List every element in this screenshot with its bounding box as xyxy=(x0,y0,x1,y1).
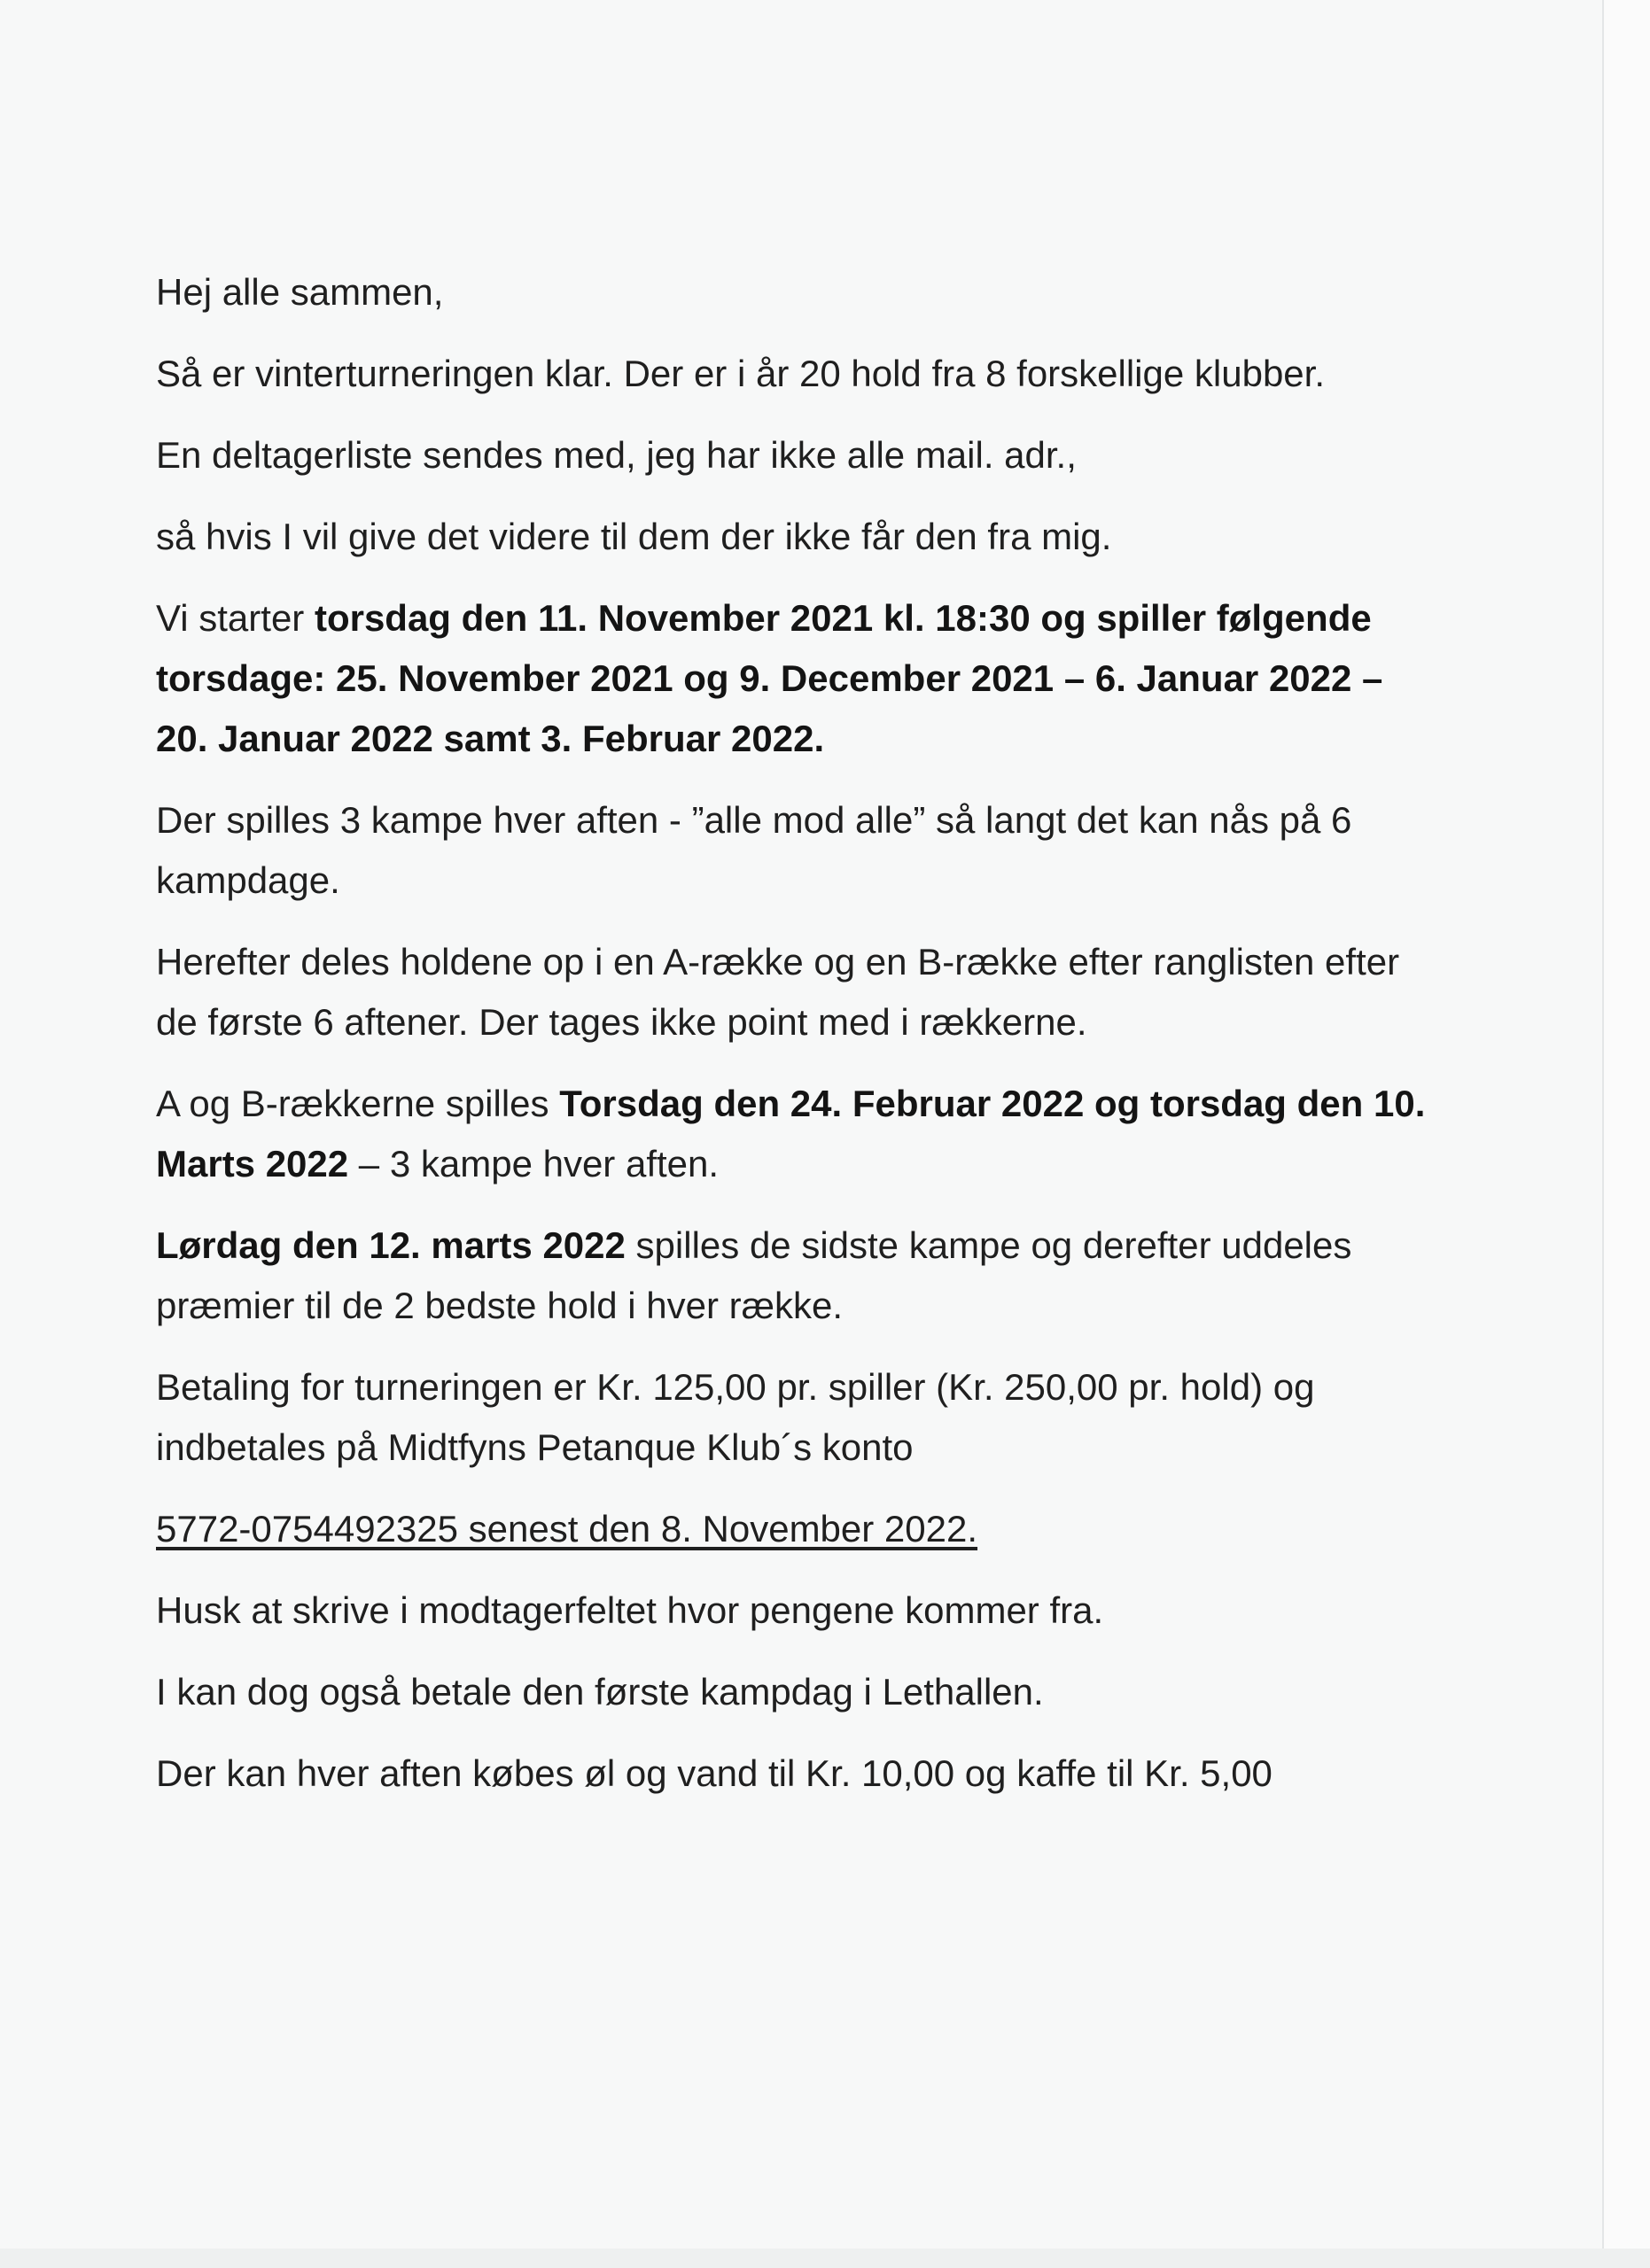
letter-body xyxy=(156,262,1441,1825)
paragraph-schedule xyxy=(156,588,1441,769)
paragraph-final-day xyxy=(156,1216,1441,1336)
scan-bottom-margin xyxy=(0,2249,1650,2268)
paragraph-reference-note: Husk at skrive i modtagerfeltet hvor pengene kommer fra. xyxy=(156,1589,1104,1631)
paragraph-payment: Betaling for turneringen er Kr. 125,00 pr. spiller (Kr. 250,00 pr. hold) og indbetales på Midtfyns Petanque Klub´s konto xyxy=(156,1366,1315,1468)
division-lead: A og B-rækkerne spilles xyxy=(156,1083,560,1124)
greeting: Hej alle sammen, xyxy=(156,271,444,313)
division-tail: – 3 kampe hver aften. xyxy=(348,1143,720,1184)
paragraph-account-number: 5772-0754492325 senest den 8. November 2022. xyxy=(156,1508,978,1550)
paragraph-participant-list: En deltagerliste sendes med, jeg har ikke alle mail. adr., xyxy=(156,434,1077,476)
schedule-dates: torsdag den 11. November 2021 kl. 18:30 og spiller følgende torsdage: 25. November 2021 og 9. December 2021 – 6. Januar 2022 – 20. Januar 2022 samt 3. Februar 2022. xyxy=(156,597,1383,759)
final-day-tail: spilles de sidste kampe og derefter uddeles præmier til de 2 bedste hold i hver række. xyxy=(156,1224,1352,1326)
paragraph-division-dates xyxy=(156,1074,1441,1194)
paragraph-pass-on: så hvis I vil give det videre til dem der ikke får den fra mig. xyxy=(156,516,1112,557)
paragraph-tournament-ready: Så er vinterturneringen klar. Der er i år 20 hold fra 8 forskellige klubber. xyxy=(156,353,1326,394)
final-day-date: Lørdag den 12. marts 2022 xyxy=(156,1224,626,1266)
paragraph-refreshments: Der kan hver aften købes øl og vand til Kr. 10,00 og kaffe til Kr. 5,00 xyxy=(156,1752,1273,1794)
paragraph-games-per-evening: Der spilles 3 kampe hver aften - ”alle mod alle” så langt det kan nås på 6 kampdage. xyxy=(156,799,1352,901)
division-dates: Torsdag den 24. Februar 2022 og torsdag den 10. Marts 2022 xyxy=(156,1083,1426,1184)
paragraph-divisions: Herefter deles holdene op i en A-række og en B-række efter ranglisten efter de første 6 aftener. Der tages ikke point med i rækkerne. xyxy=(156,941,1400,1043)
scan-right-margin xyxy=(1604,0,1650,2268)
page-edge xyxy=(1602,0,1604,2268)
paragraph-pay-on-site: I kan dog også betale den første kampdag i Lethallen. xyxy=(156,1671,1044,1713)
schedule-lead: Vi starter xyxy=(156,597,315,639)
